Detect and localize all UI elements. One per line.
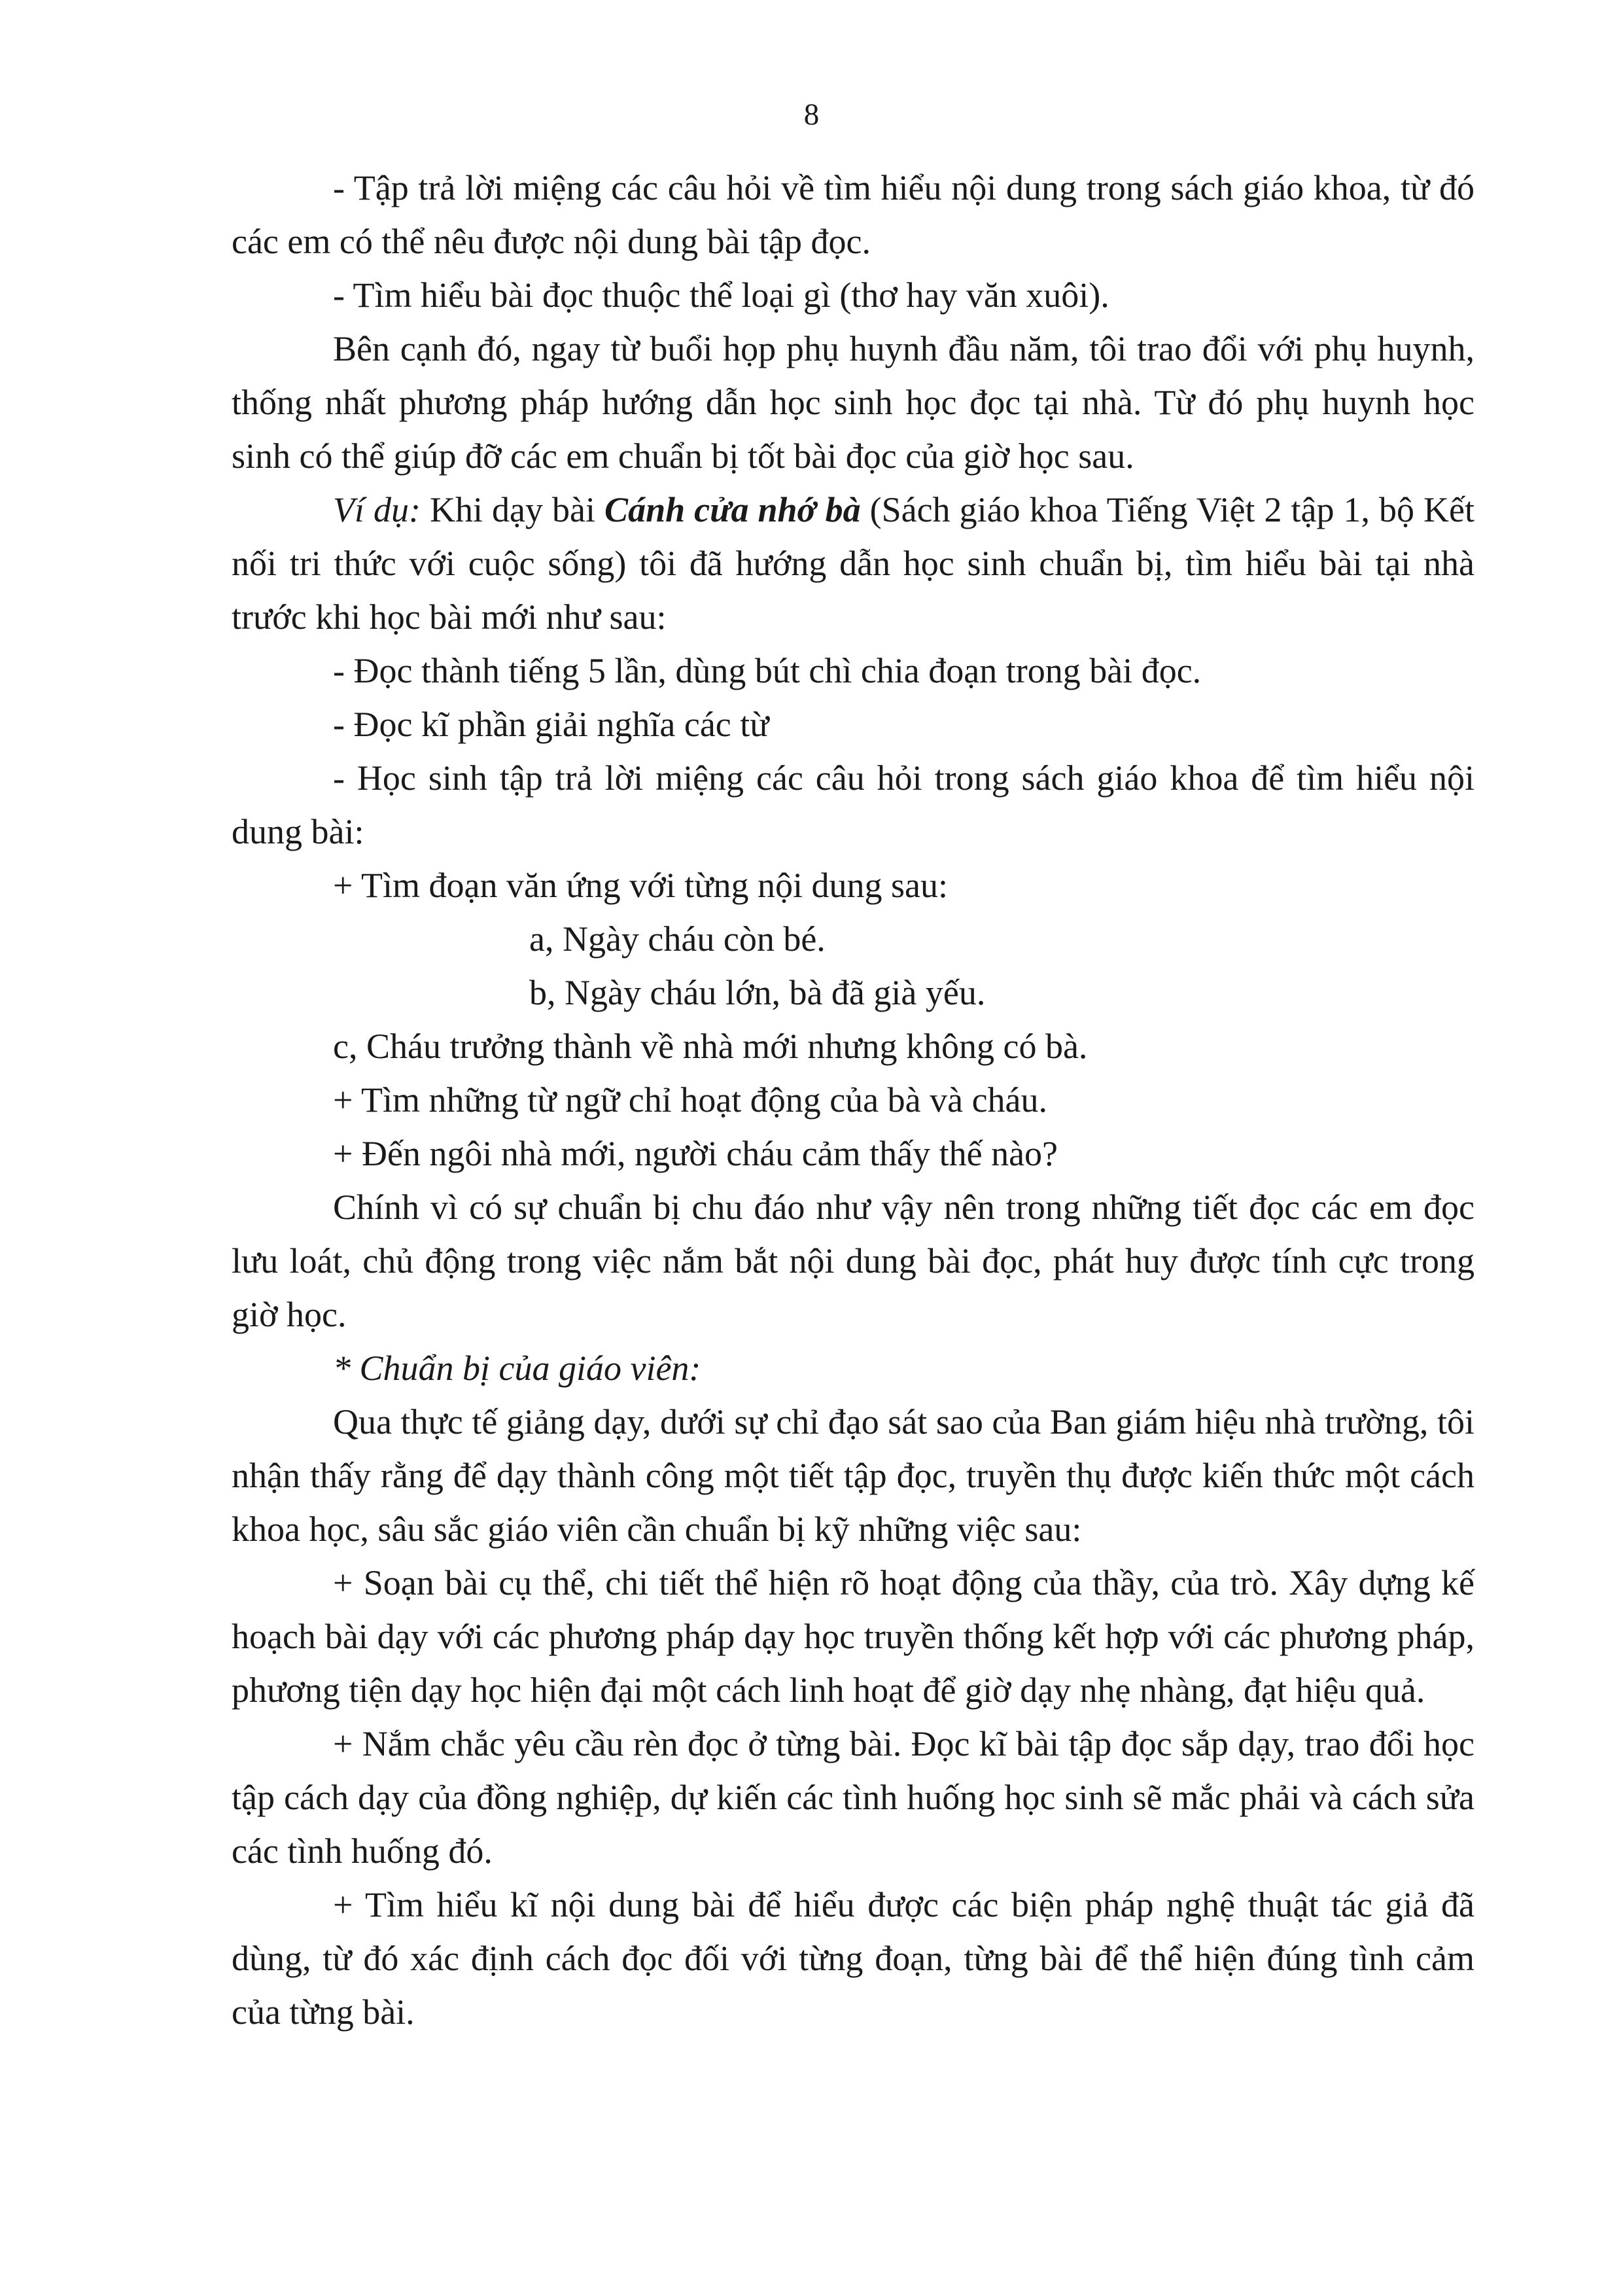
paragraph: - Tập trả lời miệng các câu hỏi về tìm hiểu nội dung trong sách giáo khoa, từ đó các em có thể nêu được nội dung bài tập đọc. — [232, 168, 1475, 261]
list-item: + Tìm đoạn văn ứng với từng nội dung sau: — [333, 866, 948, 905]
example-paragraph — [232, 483, 1475, 644]
page-number: 8 — [803, 97, 820, 132]
paragraph: - Đọc kĩ phần giải nghĩa các từ — [333, 705, 769, 744]
paragraph: Chính vì có sự chuẩn bị chu đáo như vậy nên trong những tiết đọc các em đọc lưu loát, chủ động trong việc nắm bắt nội dung bài đọc, phát huy được tính cực trong giờ học. — [232, 1188, 1475, 1334]
list-item: + Tìm những từ ngữ chỉ hoạt động của bà và cháu. — [333, 1080, 1048, 1120]
list-item: c, Cháu trưởng thành về nhà mới nhưng không có bà. — [333, 1027, 1088, 1066]
lesson-title: Cánh cửa nhớ bà — [604, 490, 861, 529]
example-text: Khi dạy bài — [421, 490, 605, 529]
list-item: + Đến ngôi nhà mới, người cháu cảm thấy thế nào? — [333, 1134, 1058, 1173]
list-item: b, Ngày cháu lớn, bà đã già yếu. — [529, 973, 986, 1012]
paragraph: - Đọc thành tiếng 5 lần, dùng bút chì chia đoạn trong bài đọc. — [333, 651, 1202, 690]
paragraph: Qua thực tế giảng dạy, dưới sự chỉ đạo sát sao của Ban giám hiệu nhà trường, tôi nhận thấy rằng để dạy thành công một tiết tập đọc, truyền thụ được kiến thức một cách khoa học, sâu sắc giáo viên cần chuẩn bị kỹ những việc sau: — [232, 1402, 1475, 1549]
paragraph: + Nắm chắc yêu cầu rèn đọc ở từng bài. Đọc kĩ bài tập đọc sắp dạy, trao đổi học tập cách dạy của đồng nghiệp, dự kiến các tình huống học sinh sẽ mắc phải và cách sửa các tình huống đó. — [232, 1724, 1475, 1871]
document-body — [232, 161, 1475, 2039]
paragraph: + Tìm hiểu kĩ nội dung bài để hiểu được các biện pháp nghệ thuật tác giả đã dùng, từ đó xác định cách đọc đối với từng đoạn, từng bài để thể hiện đúng tình cảm của từng bài. — [232, 1885, 1475, 2032]
list-item: a, Ngày cháu còn bé. — [529, 919, 826, 959]
paragraph: Bên cạnh đó, ngay từ buổi họp phụ huynh đầu năm, tôi trao đổi với phụ huynh, thống nhất phương pháp hướng dẫn học sinh học đọc tại nhà. Từ đó phụ huynh học sinh có thể giúp đỡ các em chuẩn bị tốt bài đọc của giờ học sau. — [232, 329, 1475, 476]
example-label: Ví dụ: — [333, 490, 421, 529]
paragraph: + Soạn bài cụ thể, chi tiết thể hiện rõ hoạt động của thầy, của trò. Xây dựng kế hoạch bài dạy với các phương pháp dạy học truyền thống kết hợp với các phương pháp, phương tiện dạy học hiện đại một cách linh hoạt để giờ dạy nhẹ nhàng, đạt hiệu quả. — [232, 1563, 1475, 1710]
example-text: (Sách giáo khoa Tiếng Việt 2 tập 1, bộ Kết nối tri thức với cuộc sống) tôi đã hướng dẫn học sinh chuẩn bị, tìm hiểu bài tại nhà trước khi học bài mới như sau: — [232, 490, 1475, 637]
paragraph: - Tìm hiểu bài đọc thuộc thể loại gì (thơ hay văn xuôi). — [333, 275, 1109, 315]
paragraph: - Học sinh tập trả lời miệng các câu hỏi trong sách giáo khoa để tìm hiểu nội dung bài: — [232, 758, 1475, 851]
section-heading: * Chuẩn bị của giáo viên: — [333, 1349, 701, 1388]
